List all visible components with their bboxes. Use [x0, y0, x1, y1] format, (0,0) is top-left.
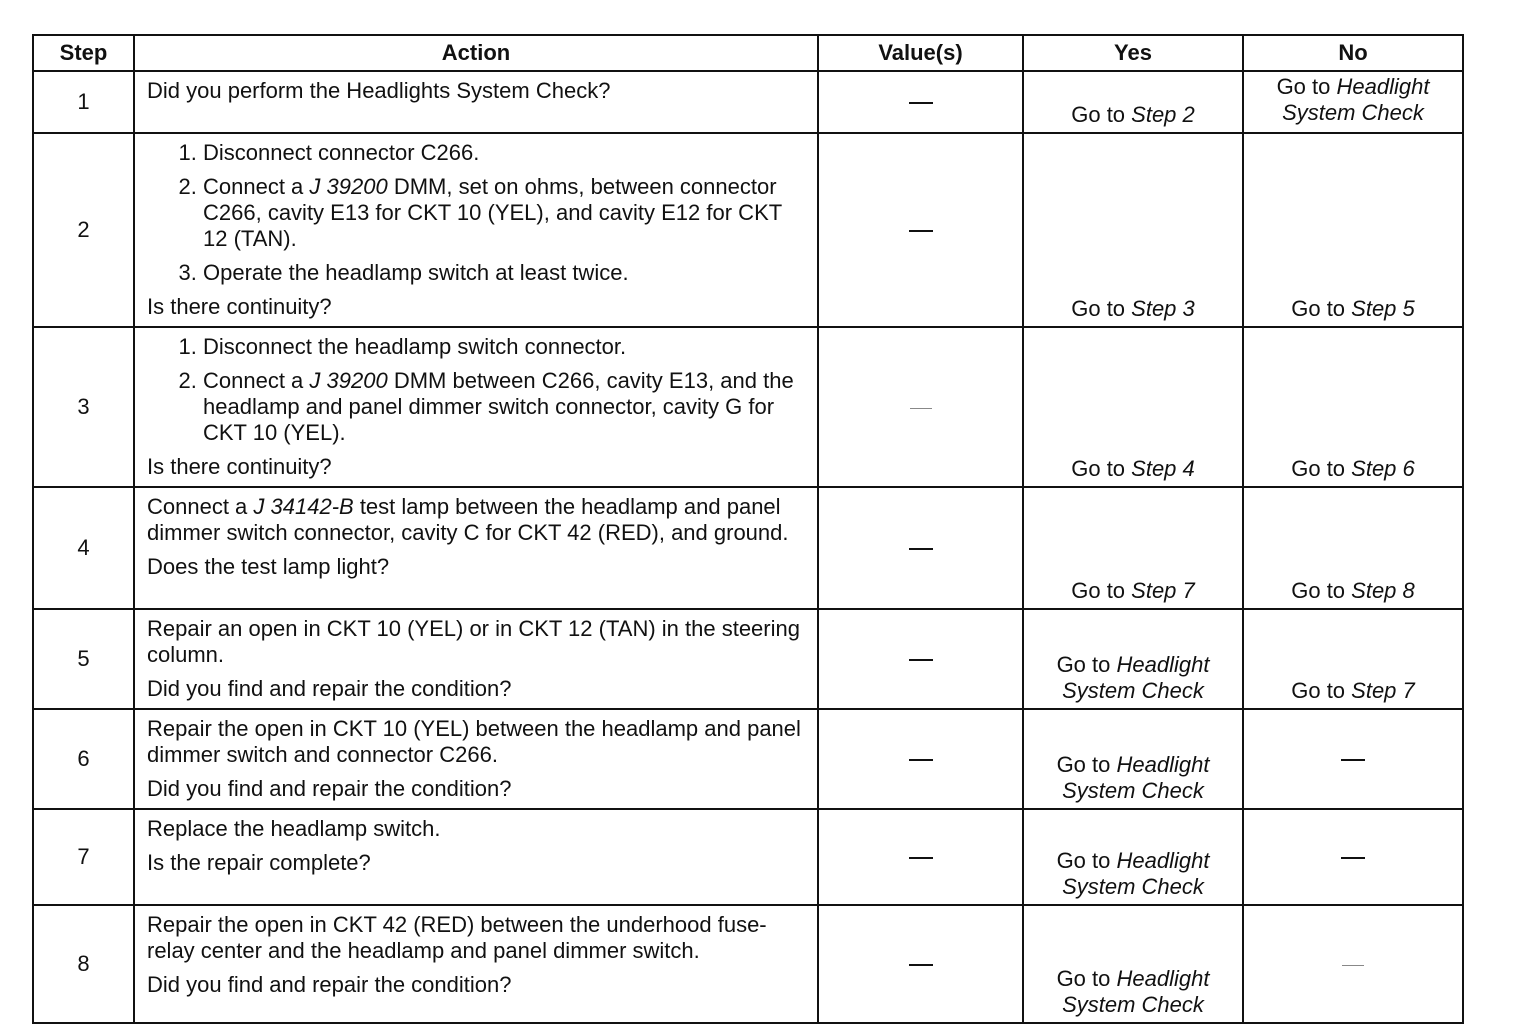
no-target: Step 5 — [1351, 296, 1415, 321]
no-cell — [1243, 809, 1463, 905]
table-row — [33, 487, 1463, 609]
col-header-action: Action — [134, 35, 818, 71]
dash-icon — [1341, 857, 1365, 859]
dash-icon — [909, 659, 933, 661]
value-cell — [818, 487, 1023, 609]
action-cell — [134, 905, 818, 1023]
no-cell — [1243, 487, 1463, 609]
action-text: Replace the headlamp switch. — [147, 816, 441, 841]
question-text: Did you find and repair the condition? — [147, 776, 512, 801]
question-text: Is the repair complete? — [147, 850, 371, 875]
step-number: 8 — [33, 905, 134, 1023]
action-text: Did you perform the Headlights System Check? — [147, 78, 611, 103]
go-to-label: Go to — [1056, 848, 1117, 873]
tool-number: J 39200 — [309, 368, 388, 393]
header-row — [33, 35, 1463, 71]
go-to-label: Go to — [1071, 296, 1132, 321]
instruction-item: 2. Connect a J 39200 DMM, set on ohms, between connector C266, cavity E13 for CKT 10 (YEL), and cavity E12 for CKT 12 (TAN). — [203, 174, 807, 252]
step-number: 2 — [33, 133, 134, 327]
no-cell — [1243, 133, 1463, 327]
no-target-line2: System Check — [1282, 100, 1424, 125]
no-target: Step 8 — [1351, 578, 1415, 603]
yes-cell — [1023, 905, 1243, 1023]
yes-target-line1: Headlight — [1116, 848, 1210, 873]
yes-cell — [1023, 71, 1243, 133]
yes-target-line2: System Check — [1062, 874, 1204, 899]
table-row — [33, 709, 1463, 809]
yes-target-line2: System Check — [1062, 678, 1204, 703]
dash-icon — [909, 230, 933, 232]
no-cell — [1243, 609, 1463, 709]
no-cell — [1243, 71, 1463, 133]
action-text: Repair the open in CKT 42 (RED) between the underhood fuse-relay center and the headlamp and panel dimmer switch. — [147, 912, 767, 963]
col-header-values: Value(s) — [818, 35, 1023, 71]
go-to-label: Go to — [1291, 296, 1352, 321]
no-cell — [1243, 327, 1463, 487]
yes-target: Step 7 — [1131, 578, 1195, 603]
action-cell — [134, 327, 818, 487]
dash-icon — [909, 102, 933, 104]
dash-icon — [909, 964, 933, 966]
tool-number: J 34142-B — [253, 494, 354, 519]
action-cell — [134, 809, 818, 905]
no-target: Step 6 — [1351, 456, 1415, 481]
value-cell — [818, 809, 1023, 905]
no-cell — [1243, 709, 1463, 809]
col-header-no: No — [1243, 35, 1463, 71]
action-cell — [134, 709, 818, 809]
value-cell — [818, 709, 1023, 809]
table-row — [33, 609, 1463, 709]
yes-target-line1: Headlight — [1116, 752, 1210, 777]
instruction-item: 1. Disconnect the headlamp switch connector. — [203, 334, 807, 360]
yes-cell — [1023, 809, 1243, 905]
value-cell — [818, 609, 1023, 709]
step-number: 6 — [33, 709, 134, 809]
action-cell — [134, 487, 818, 609]
yes-cell — [1023, 609, 1243, 709]
go-to-label: Go to — [1071, 456, 1132, 481]
question-text: Is there continuity? — [147, 454, 332, 479]
no-cell — [1243, 905, 1463, 1023]
go-to-label: Go to — [1291, 678, 1352, 703]
dash-icon — [909, 857, 933, 859]
go-to-label: Go to — [1291, 578, 1352, 603]
dash-icon — [910, 408, 932, 409]
action-text: Connect a J 34142-B test lamp between the headlamp and panel dimmer switch connector, cavity C for CKT 42 (RED), and ground. — [147, 494, 789, 545]
col-header-yes: Yes — [1023, 35, 1243, 71]
yes-target-line1: Headlight — [1116, 966, 1210, 991]
yes-target: Step 4 — [1131, 456, 1195, 481]
dash-icon — [909, 548, 933, 550]
yes-target: Step 3 — [1131, 296, 1195, 321]
action-text: Repair an open in CKT 10 (YEL) or in CKT 12 (TAN) in the steering column. — [147, 616, 800, 667]
table-row — [33, 71, 1463, 133]
dash-icon — [1341, 759, 1365, 761]
step-number: 1 — [33, 71, 134, 133]
instruction-item: 1. Disconnect connector C266. — [203, 140, 807, 166]
go-to-label: Go to — [1056, 752, 1117, 777]
value-cell — [818, 71, 1023, 133]
go-to-label: Go to — [1071, 102, 1132, 127]
table-row — [33, 133, 1463, 327]
table-row — [33, 905, 1463, 1023]
instruction-item: 2. Connect a J 39200 DMM between C266, cavity E13, and the headlamp and panel dimmer switch connector, cavity G for CKT 10 (YEL). — [203, 368, 807, 446]
instruction-list — [147, 140, 807, 286]
question-text: Did you find and repair the condition? — [147, 972, 512, 997]
step-number: 5 — [33, 609, 134, 709]
go-to-label: Go to — [1291, 456, 1352, 481]
no-target: Step 7 — [1351, 678, 1415, 703]
col-header-step: Step — [33, 35, 134, 71]
yes-cell — [1023, 709, 1243, 809]
yes-target-line1: Headlight — [1116, 652, 1210, 677]
yes-target-line2: System Check — [1062, 992, 1204, 1017]
value-cell — [818, 327, 1023, 487]
question-text: Did you find and repair the condition? — [147, 676, 512, 701]
no-target-line1: Headlight — [1336, 74, 1430, 99]
table-row — [33, 809, 1463, 905]
question-text: Does the test lamp light? — [147, 554, 390, 579]
dash-icon — [1342, 965, 1364, 966]
yes-target-line2: System Check — [1062, 778, 1204, 803]
go-to-label: Go to — [1276, 74, 1337, 99]
step-number: 7 — [33, 809, 134, 905]
diagnostic-table — [32, 34, 1464, 1024]
table-row — [33, 327, 1463, 487]
value-cell — [818, 133, 1023, 327]
go-to-label: Go to — [1071, 578, 1132, 603]
question-text: Is there continuity? — [147, 294, 332, 319]
action-cell — [134, 71, 818, 133]
go-to-label: Go to — [1056, 652, 1117, 677]
instruction-item: 3. Operate the headlamp switch at least twice. — [203, 260, 807, 286]
step-number: 4 — [33, 487, 134, 609]
yes-cell — [1023, 327, 1243, 487]
dash-icon — [909, 759, 933, 761]
value-cell — [818, 905, 1023, 1023]
action-text: Repair the open in CKT 10 (YEL) between the headlamp and panel dimmer switch and connector C266. — [147, 716, 801, 767]
tool-number: J 39200 — [309, 174, 388, 199]
step-number: 3 — [33, 327, 134, 487]
action-cell — [134, 609, 818, 709]
instruction-list — [147, 334, 807, 446]
action-cell — [134, 133, 818, 327]
go-to-label: Go to — [1056, 966, 1117, 991]
yes-cell — [1023, 487, 1243, 609]
yes-target: Step 2 — [1131, 102, 1195, 127]
yes-cell — [1023, 133, 1243, 327]
